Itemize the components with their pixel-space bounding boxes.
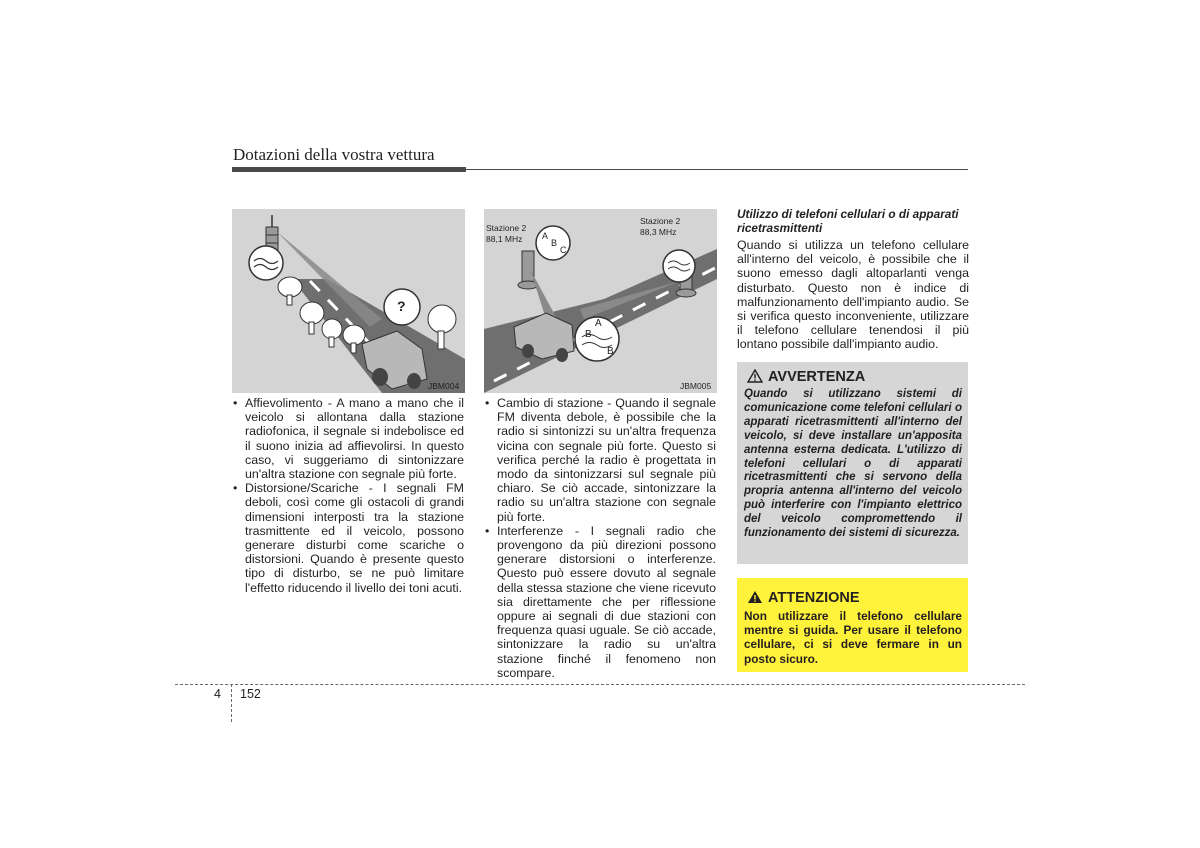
station-right-label: Stazione 2 88,3 MHz	[640, 216, 681, 237]
section-body: Quando si utilizza un telefono cellulare all'interno del veicolo, è possibile che il suono emesso dagli altoparlanti venga disturbato. Questo non è indice di malfunzionamento dell'impianto audio. Se si verifica questo inconveniente, utilizzare il telefono cellulare tenendosi il più lontano possibile dall'impianto audio.	[737, 238, 969, 352]
figure-fading	[232, 209, 465, 393]
station-left-label: Stazione 2 88,1 MHz	[486, 223, 527, 244]
letter-b: B	[551, 238, 558, 248]
footer-rule	[175, 684, 1025, 685]
warning-triangle-icon	[747, 369, 763, 383]
bullet-fading: • Affievolimento - A mano a mano che il veicolo si allontana dalla stazione radiofonica, il segnale si indebolisce ed il suono inizia ad affievolirsi. In questo caso, vi suggeriamo di sintonizzare un'altra stazione con segnale più forte.	[232, 396, 464, 481]
letter-a: A	[542, 231, 549, 241]
footer-divider	[231, 684, 232, 722]
section-heading: Utilizzo di telefoni cellulari o di apparati ricetrasmittenti	[737, 207, 959, 235]
warning-title: AVVERTENZA	[768, 369, 866, 385]
letter-c: C	[560, 245, 567, 255]
bullet-interference: • Interferenze - I segnali radio che provengono da più direzioni possono generare distorsioni o interferenze. Questo può essere dovuto al segnale della stessa stazione che viene ricevuto sia direttamente che per riflessione oppure ai segnali di due stazioni con frequenza quasi uguale. Se ciò accade, sintonizzare la radio su un'altra stazione finché il fenomeno non scompare.	[484, 524, 716, 680]
figure-code: JBM005	[680, 381, 712, 391]
bullet-distortion: • Distorsione/Scariche - I segnali FM deboli, così come gli ostacoli di grandi dimensioni interposti tra la stazione trasmittente ed il veicolo, possono generare disturbi come scariche o distorsioni. Quando è presente questo tipo di disturbo, se ne può limitare l'effetto riducendo il livello dei toni acuti.	[232, 481, 464, 595]
letter-b-right-2: B	[607, 346, 614, 357]
letter-b-right: B	[585, 329, 592, 340]
figure-station-change	[484, 209, 717, 393]
bullet-station-change: • Cambio di stazione - Quando il segnale FM diventa debole, è possibile che la radio si sintonizzi su un'altra frequenza vicina con segnale più forte. Questo si verifica perché la radio è progettata in modo da sintonizzarsi sul segnale più chiaro. Se ciò accade, sintonizzare la radio su un'altra stazione con segnale più forte.	[484, 396, 716, 524]
left-column	[232, 396, 464, 595]
warning-text: Quando si utilizzano sistemi di comunicazione come telefoni cellulari o apparati ricetrasmittenti all'interno del veicolo, si deve installare un'apposita antenna esterna dedicata. L'utilizzo di telefoni cellulari o di apparati ricetrasmittenti che si servono della propria antenna all'interno del veicolo può interferire con l'impianto elettrico del veicolo compromettendo il funzionamento dei sistemi di sicurezza.	[744, 388, 962, 540]
letter-a-right: A	[595, 318, 602, 329]
header-rule	[466, 169, 968, 170]
figure-code: JBM004	[428, 381, 460, 391]
caution-text: Non utilizzare il telefono cellulare mentre si guida. Per usare il telefono cellulare, ci si deve fermare in un posto sicuro.	[744, 609, 962, 666]
caution-title: ATTENZIONE	[768, 590, 860, 606]
section-title: Dotazioni della vostra vettura	[233, 145, 435, 164]
header-bar	[232, 167, 466, 172]
page-number: 152	[240, 687, 261, 701]
caution-triangle-icon	[747, 590, 763, 604]
middle-column	[484, 396, 716, 680]
chapter-number: 4	[214, 687, 221, 701]
question-mark: ?	[397, 298, 406, 314]
